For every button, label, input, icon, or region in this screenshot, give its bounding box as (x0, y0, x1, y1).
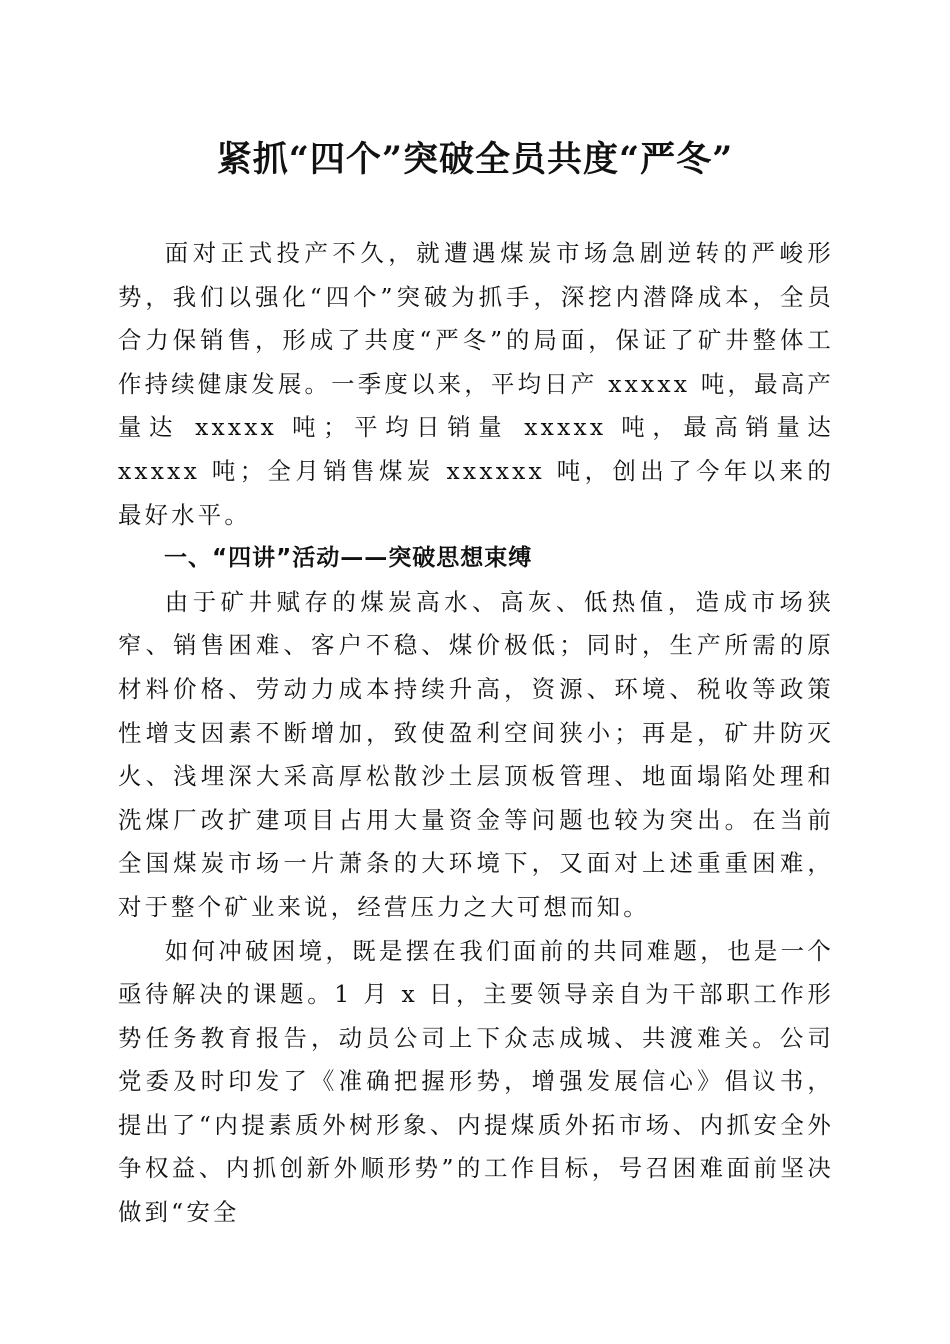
document-body (118, 232, 834, 1235)
section-1-paragraph-1: 由于矿井赋存的煤炭高水、高灰、低热值，造成市场狭窄、销售困难、客户不稳、煤价极低；同时，生产所需的原材料价格、劳动力成本持续升高，资源、环境、税收等政策性增支因素不断增加，致使盈利空间狭小；再是，矿井防灭火、浅埋深大采高厚松散沙土层顶板管理、地面塌陷处理和洗煤厂改扩建项目占用大量资金等问题也较为突出。在当前全国煤炭市场一片萧条的大环境下，又面对上述重重困难，对于整个矿业来说，经营压力之大可想而知。 (118, 587, 834, 921)
section-heading-1: 一、“四讲”活动——突破思想束缚 (164, 545, 533, 572)
document-title: 紧抓“四个”突破全员共度“严冬” (216, 139, 734, 180)
section-1-paragraph-2: 如何冲破困境，既是摆在我们面前的共同难题，也是一个亟待解决的课题。1 月 x 日，主要领导亲自为干部职工作形势任务教育报告，动员公司上下众志成城、共渡难关。公司党委及时印发了《准确把握形势，增强发展信心》倡议书，提出了“内提素质外树形象、内提煤质外拓市场、内抓安全外争权益、内抓创新外顺形势”的工作目标，号召困难面前坚决做到“安全 (118, 936, 834, 1227)
intro-paragraph: 面对正式投产不久，就遭遇煤炭市场急剧逆转的严峻形势，我们以强化“四个”突破为抓手，深挖内潜降成本，全员合力保销售，形成了共度“严冬”的局面，保证了矿井整体工作持续健康发展。一季度以来，平均日产 xxxxx 吨，最高产量达 xxxxx 吨；平均日销量 xxxxx 吨，最高销量达 xxxxx 吨；全月销售煤炭 xxxxxx 吨，创出了今年以来的最好水平。 (118, 239, 834, 529)
